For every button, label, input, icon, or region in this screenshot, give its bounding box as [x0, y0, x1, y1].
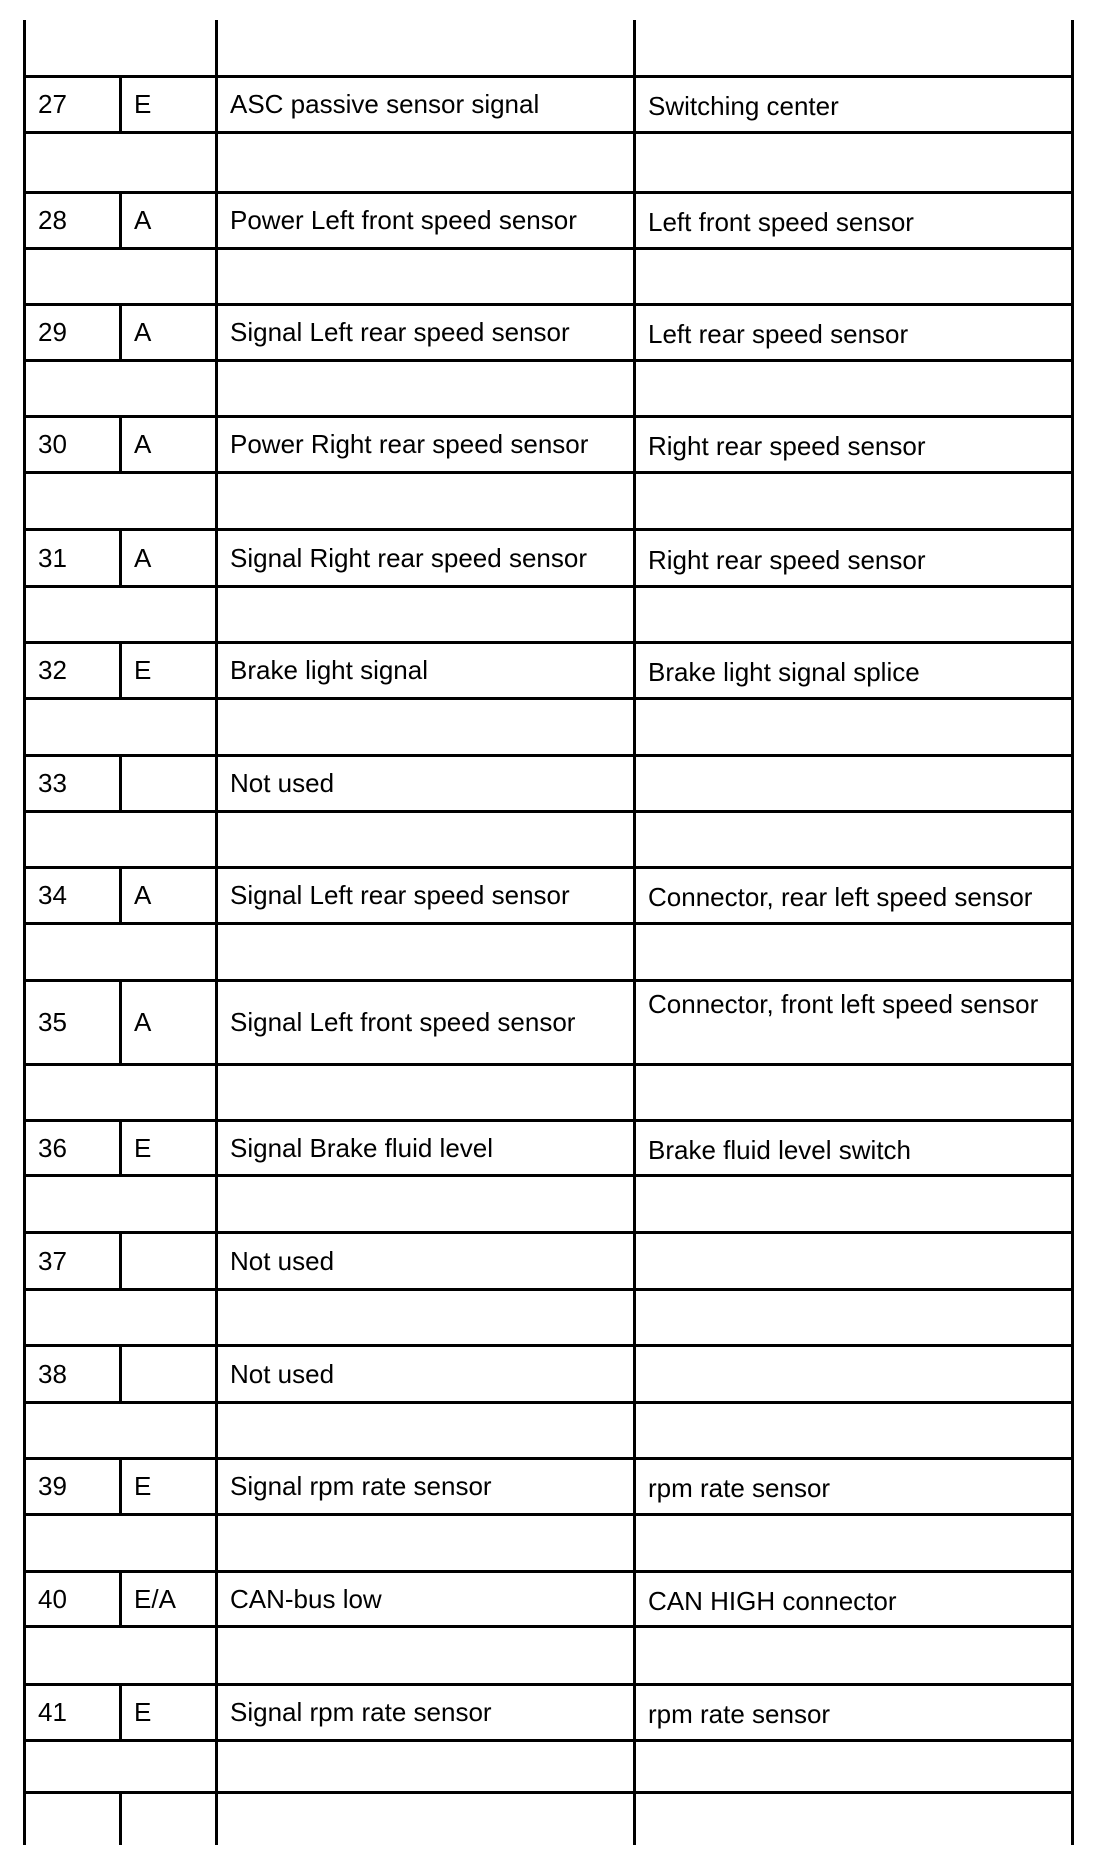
pin-function: Signal rpm rate sensor [230, 1697, 492, 1727]
pin-connection: Brake light signal splice [648, 657, 920, 687]
pin-connection: Left front speed sensor [648, 207, 914, 237]
pin-function: Signal Brake fluid level [230, 1133, 494, 1163]
pin-type: E [134, 655, 152, 685]
row-divider [24, 979, 1074, 982]
pin-number: 31 [38, 543, 67, 573]
pin-function: Brake light signal [230, 655, 428, 685]
row-divider [24, 1791, 1074, 1794]
row-divider [24, 303, 1074, 306]
pin-number: 40 [38, 1584, 67, 1614]
row-divider [24, 641, 1074, 644]
row-divider [24, 1739, 1074, 1742]
pin-number: 27 [38, 89, 67, 119]
row-divider [24, 1513, 1074, 1516]
pin-type: A [134, 880, 152, 910]
pin-connection: Connector, rear left speed sensor [648, 882, 1033, 912]
pin-type: E [134, 1133, 152, 1163]
row-divider [24, 1119, 1074, 1122]
row-divider [24, 697, 1074, 700]
pin-connection: Right rear speed sensor [648, 431, 926, 461]
pin-number: 41 [38, 1697, 67, 1727]
row-divider [24, 415, 1074, 418]
pin-function: Signal Left rear speed sensor [230, 317, 570, 347]
pin-number: 34 [38, 880, 67, 910]
row-divider [24, 1174, 1074, 1177]
pin-number: 30 [38, 429, 67, 459]
pin-number: 33 [38, 768, 67, 798]
pin-number: 39 [38, 1471, 67, 1501]
row-divider [24, 528, 1074, 531]
column-divider [119, 416, 122, 472]
row-divider [24, 471, 1074, 474]
row-divider [24, 1344, 1074, 1347]
pin-type: A [134, 1007, 152, 1037]
pin-connection: Brake fluid level switch [648, 1135, 911, 1165]
pin-type: A [134, 317, 152, 347]
column-divider [119, 1232, 122, 1289]
row-divider [24, 1401, 1074, 1404]
row-divider [24, 1288, 1074, 1291]
pin-function: Power Right rear speed sensor [230, 429, 589, 459]
pin-type: A [134, 429, 152, 459]
pin-number: 29 [38, 317, 67, 347]
pin-connection: Left rear speed sensor [648, 319, 909, 349]
row-divider [24, 866, 1074, 869]
column-divider [119, 529, 122, 586]
pin-function: CAN-bus low [230, 1584, 382, 1614]
row-divider [24, 1570, 1074, 1573]
column-divider [119, 1120, 122, 1175]
column-divider [119, 1792, 122, 1845]
column-divider [119, 1571, 122, 1626]
column-divider [119, 76, 122, 132]
row-divider [24, 810, 1074, 813]
row-divider [24, 585, 1074, 588]
pin-function: Power Left front speed sensor [230, 205, 577, 235]
pin-connection: Right rear speed sensor [648, 545, 926, 575]
row-divider [24, 754, 1074, 757]
pin-connection: rpm rate sensor [648, 1699, 831, 1729]
column-divider [119, 642, 122, 698]
pin-number: 35 [38, 1007, 67, 1037]
pin-function: Not used [230, 1246, 335, 1276]
column-divider [119, 1684, 122, 1740]
pin-function: ASC passive sensor signal [230, 89, 540, 119]
column-divider [119, 1345, 122, 1402]
pin-connection: Switching center [648, 91, 839, 121]
row-divider [24, 75, 1074, 78]
pin-number: 32 [38, 655, 67, 685]
column-divider [119, 867, 122, 923]
row-divider [24, 1231, 1074, 1234]
row-divider [24, 247, 1074, 250]
column-divider [119, 304, 122, 360]
pin-type: E [134, 89, 152, 119]
pin-type: E/A [134, 1584, 176, 1614]
row-divider [24, 1457, 1074, 1460]
pin-type: E [134, 1697, 152, 1727]
pin-type: E [134, 1471, 152, 1501]
pin-function: Signal rpm rate sensor [230, 1471, 492, 1501]
column-divider [119, 980, 122, 1064]
pin-function: Not used [230, 768, 335, 798]
row-divider [24, 922, 1074, 925]
pin-function: Signal Left rear speed sensor [230, 880, 570, 910]
column-divider [119, 755, 122, 811]
pin-function: Not used [230, 1359, 335, 1389]
pin-connection: rpm rate sensor [648, 1473, 831, 1503]
pin-number: 38 [38, 1359, 67, 1389]
row-divider [24, 1063, 1074, 1066]
pin-connection: Connector, front left speed sensor [648, 989, 1039, 1019]
pin-connection: CAN HIGH connector [648, 1586, 897, 1616]
row-divider [24, 1683, 1074, 1686]
pin-type: A [134, 205, 152, 235]
pin-function: Signal Left front speed sensor [230, 1007, 576, 1037]
column-divider [119, 1458, 122, 1514]
pin-number: 37 [38, 1246, 67, 1276]
pin-number: 36 [38, 1133, 67, 1163]
row-divider [24, 359, 1074, 362]
pin-type: A [134, 543, 152, 573]
pin-number: 28 [38, 205, 67, 235]
row-divider [24, 191, 1074, 194]
row-divider [24, 131, 1074, 134]
pin-function: Signal Right rear speed sensor [230, 543, 587, 573]
column-divider [119, 192, 122, 248]
row-divider [24, 1625, 1074, 1628]
